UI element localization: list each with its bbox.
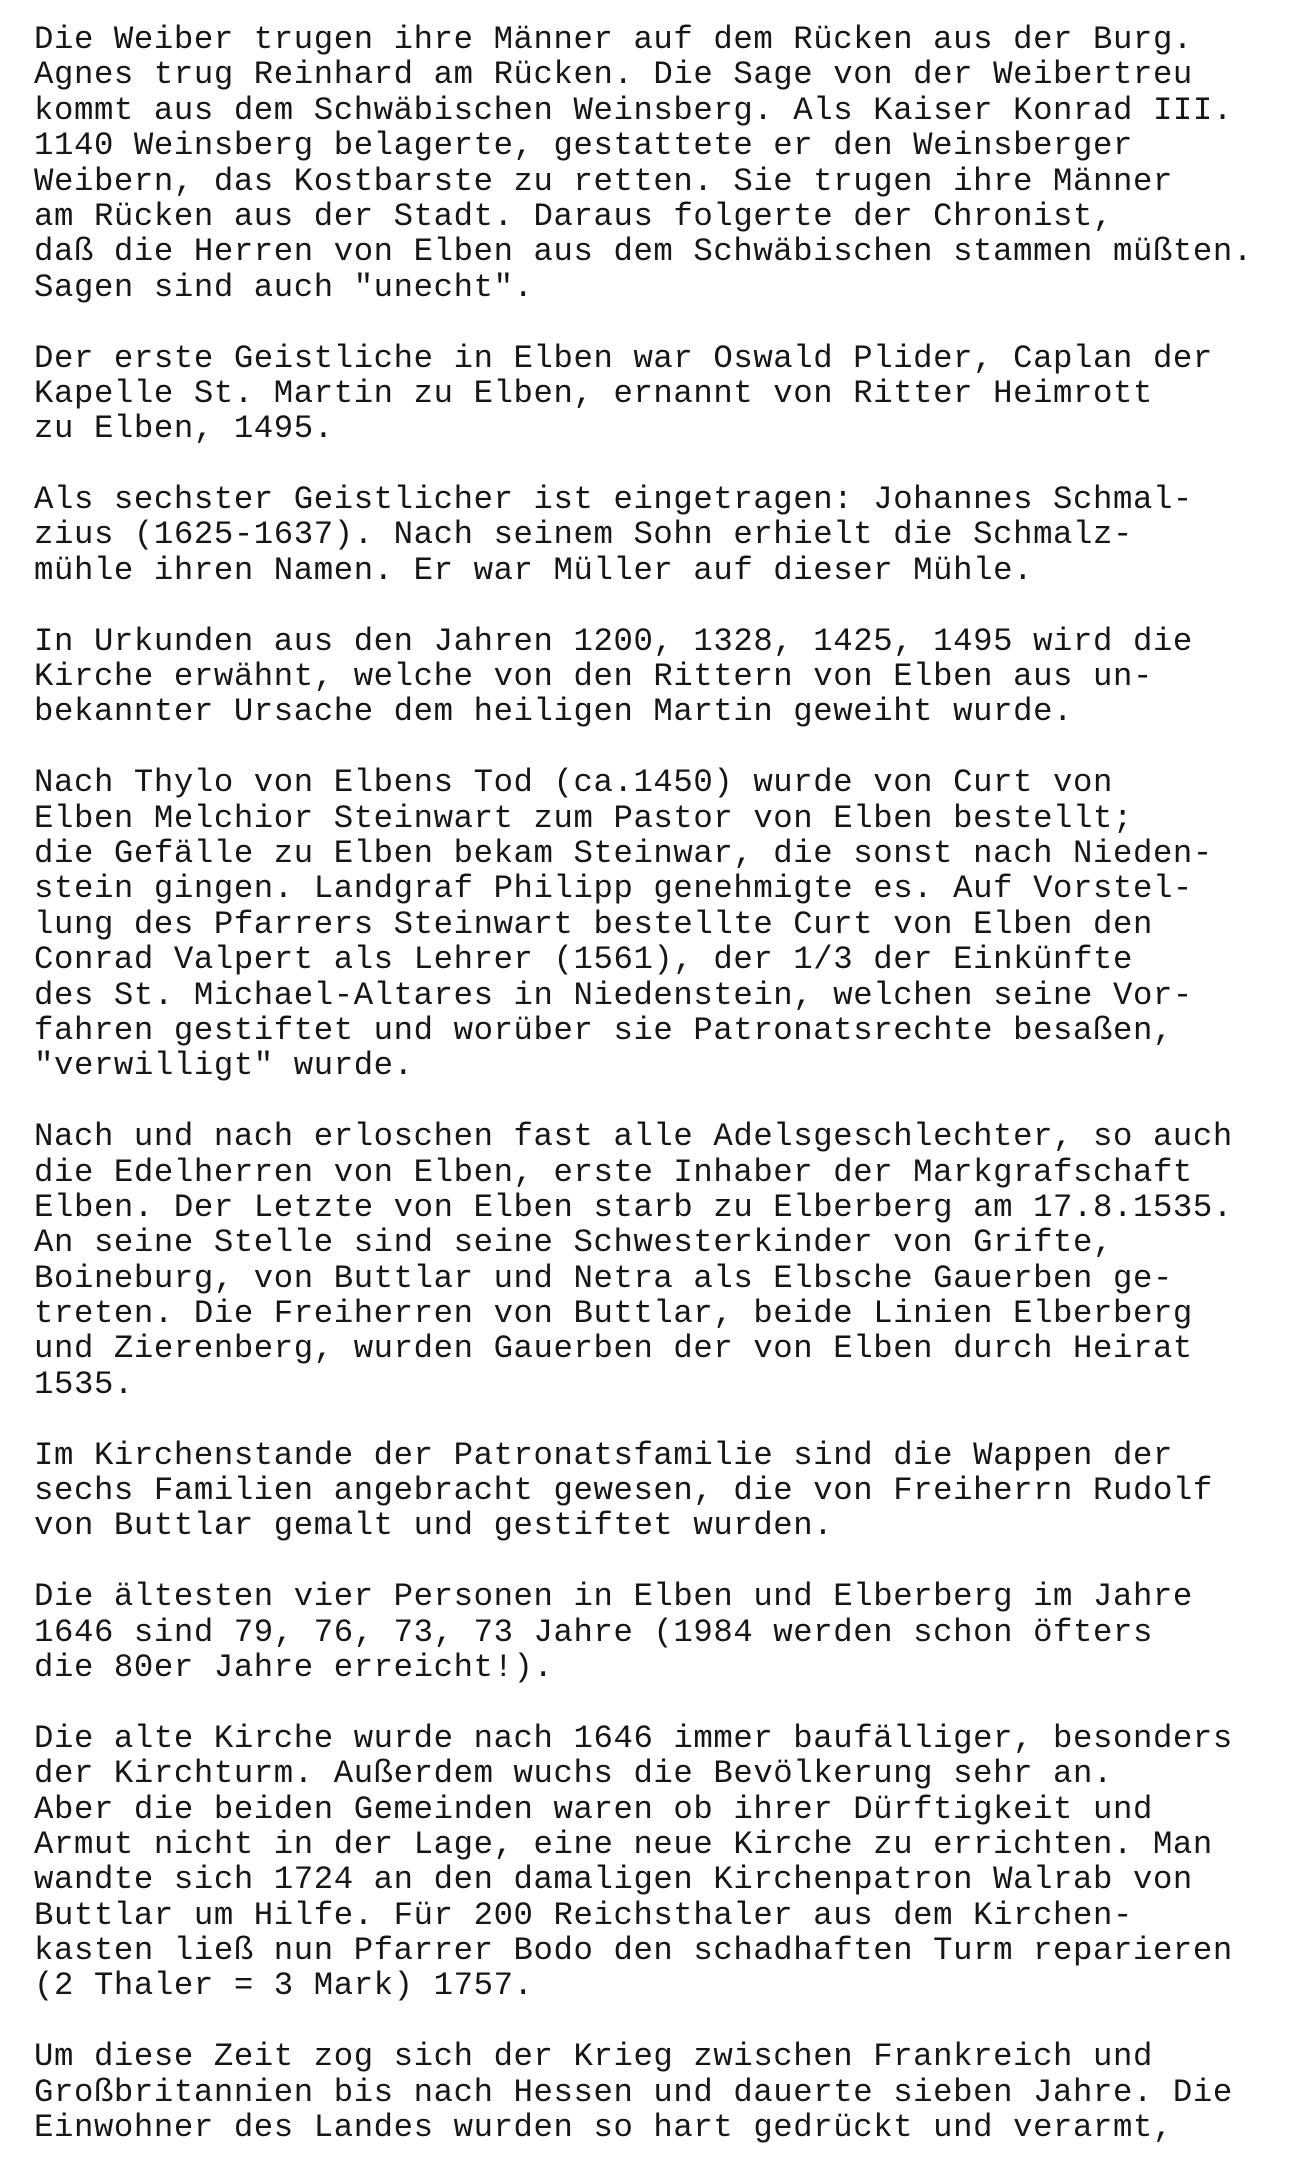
text-line: Um diese Zeit zog sich der Krieg zwischen Frankreich und xyxy=(34,2038,1153,2076)
text-line: daß die Herren von Elben aus dem Schwäbischen stammen müßten. xyxy=(34,233,1253,271)
text-line: "verwilligt" wurde. xyxy=(34,1047,414,1085)
text-line: am Rücken aus der Stadt. Daraus folgerte der Chronist, xyxy=(34,197,1113,235)
text-line: Nach Thylo von Elbens Tod (ca.1450) wurde von Curt von xyxy=(34,764,1113,802)
text-line: des St. Michael-Altares in Niedenstein, welchen seine Vor- xyxy=(34,976,1193,1014)
text-line: zius (1625-1637). Nach seinem Sohn erhielt die Schmalz- xyxy=(34,516,1133,554)
text-paragraph xyxy=(34,765,1304,1084)
text-line: stein gingen. Landgraf Philipp genehmigte es. Auf Vorstel- xyxy=(34,870,1193,908)
text-line: Conrad Valpert als Lehrer (1561), der 1/3 der Einkünfte xyxy=(34,941,1133,979)
text-paragraph xyxy=(34,341,1304,447)
text-line: treten. Die Freiherren von Buttlar, beide Linien Elberberg xyxy=(34,1295,1193,1333)
text-paragraph xyxy=(34,1579,1304,1685)
text-line: 1646 sind 79, 76, 73, 73 Jahre (1984 werden schon öfters xyxy=(34,1613,1153,1651)
text-line: 1535. xyxy=(34,1365,134,1403)
text-paragraph xyxy=(34,1119,1304,1402)
text-line: lung des Pfarrers Steinwart bestellte Curt von Elben den xyxy=(34,905,1153,943)
text-line: kasten ließ nun Pfarrer Bodo den schadhaften Turm reparieren xyxy=(34,1932,1233,1970)
text-paragraph xyxy=(34,1721,1304,2004)
text-line: die 80er Jahre erreicht!). xyxy=(34,1648,554,1686)
text-line: kommt aus dem Schwäbischen Weinsberg. Als Kaiser Konrad III. xyxy=(34,91,1233,129)
text-line: mühle ihren Namen. Er war Müller auf dieser Mühle. xyxy=(34,551,1034,589)
text-line: Armut nicht in der Lage, eine neue Kirche zu errichten. Man xyxy=(34,1825,1213,1863)
text-line: fahren gestiftet und worüber sie Patronatsrechte besaßen, xyxy=(34,1011,1173,1049)
text-line: Als sechster Geistlicher ist eingetragen: Johannes Schmal- xyxy=(34,481,1193,519)
text-line: Aber die beiden Gemeinden waren ob ihrer Dürftigkeit und xyxy=(34,1790,1153,1828)
text-line: Elben. Der Letzte von Elben starb zu Elberberg am 17.8.1535. xyxy=(34,1188,1233,1226)
text-line: zu Elben, 1495. xyxy=(34,410,334,448)
text-line: Weibern, das Kostbarste zu retten. Sie trugen ihre Männer xyxy=(34,162,1173,200)
text-line: Die alte Kirche wurde nach 1646 immer baufälliger, besonders xyxy=(34,1719,1233,1757)
text-line: Sagen sind auch "unecht". xyxy=(34,268,534,306)
text-line: (2 Thaler = 3 Mark) 1757. xyxy=(34,1967,534,2005)
text-paragraph xyxy=(34,624,1304,730)
typewritten-page xyxy=(34,22,1304,2181)
text-line: Kirche erwähnt, welche von den Rittern von Elben aus un- xyxy=(34,658,1153,696)
text-line: Der erste Geistliche in Elben war Oswald Plider, Caplan der xyxy=(34,339,1213,377)
text-line: wandte sich 1724 an den damaligen Kirchenpatron Walrab von xyxy=(34,1861,1193,1899)
text-line: und Zierenberg, wurden Gauerben der von Elben durch Heirat xyxy=(34,1330,1193,1368)
text-line: Im Kirchenstande der Patronatsfamilie sind die Wappen der xyxy=(34,1436,1173,1474)
text-line: Die ältesten vier Personen in Elben und Elberberg im Jahre xyxy=(34,1578,1193,1616)
text-line: Nach und nach erloschen fast alle Adelsgeschlechter, so auch xyxy=(34,1118,1233,1156)
text-line: Elben Melchior Steinwart zum Pastor von Elben bestellt; xyxy=(34,799,1133,837)
text-line: die Edelherren von Elben, erste Inhaber der Markgrafschaft xyxy=(34,1153,1193,1191)
text-line: die Gefälle zu Elben bekam Steinwar, die sonst nach Nieden- xyxy=(34,834,1213,872)
text-line: bekannter Ursache dem heiligen Martin geweiht wurde. xyxy=(34,693,1074,731)
text-paragraph xyxy=(34,482,1304,588)
text-line: Die Weiber trugen ihre Männer auf dem Rücken aus der Burg. xyxy=(34,21,1193,58)
text-line: Agnes trug Reinhard am Rücken. Die Sage von der Weibertreu xyxy=(34,56,1193,94)
text-line: Einwohner des Landes wurden so hart gedrückt und verarmt, xyxy=(34,2109,1173,2147)
text-paragraph xyxy=(34,2039,1304,2145)
text-line: Buttlar um Hilfe. Für 200 Reichsthaler aus dem Kirchen- xyxy=(34,1896,1133,1934)
text-line: der Kirchturm. Außerdem wuchs die Bevölkerung sehr an. xyxy=(34,1755,1113,1793)
text-line: sechs Familien angebracht gewesen, die von Freiherrn Rudolf xyxy=(34,1472,1213,1510)
text-line: In Urkunden aus den Jahren 1200, 1328, 1425, 1495 wird die xyxy=(34,622,1193,660)
text-line: von Buttlar gemalt und gestiftet wurden. xyxy=(34,1507,834,1545)
text-paragraph xyxy=(34,22,1304,305)
text-line: Boineburg, von Buttlar und Netra als Elbsche Gauerben ge- xyxy=(34,1259,1173,1297)
text-line: An seine Stelle sind seine Schwesterkinder von Grifte, xyxy=(34,1224,1113,1262)
text-line: Großbritannien bis nach Hessen und dauerte sieben Jahre. Die xyxy=(34,2073,1233,2111)
text-paragraph xyxy=(34,1438,1304,1544)
text-line: 1140 Weinsberg belagerte, gestattete er den Weinsberger xyxy=(34,127,1133,165)
text-line: Kapelle St. Martin zu Elben, ernannt von Ritter Heimrott xyxy=(34,374,1153,412)
